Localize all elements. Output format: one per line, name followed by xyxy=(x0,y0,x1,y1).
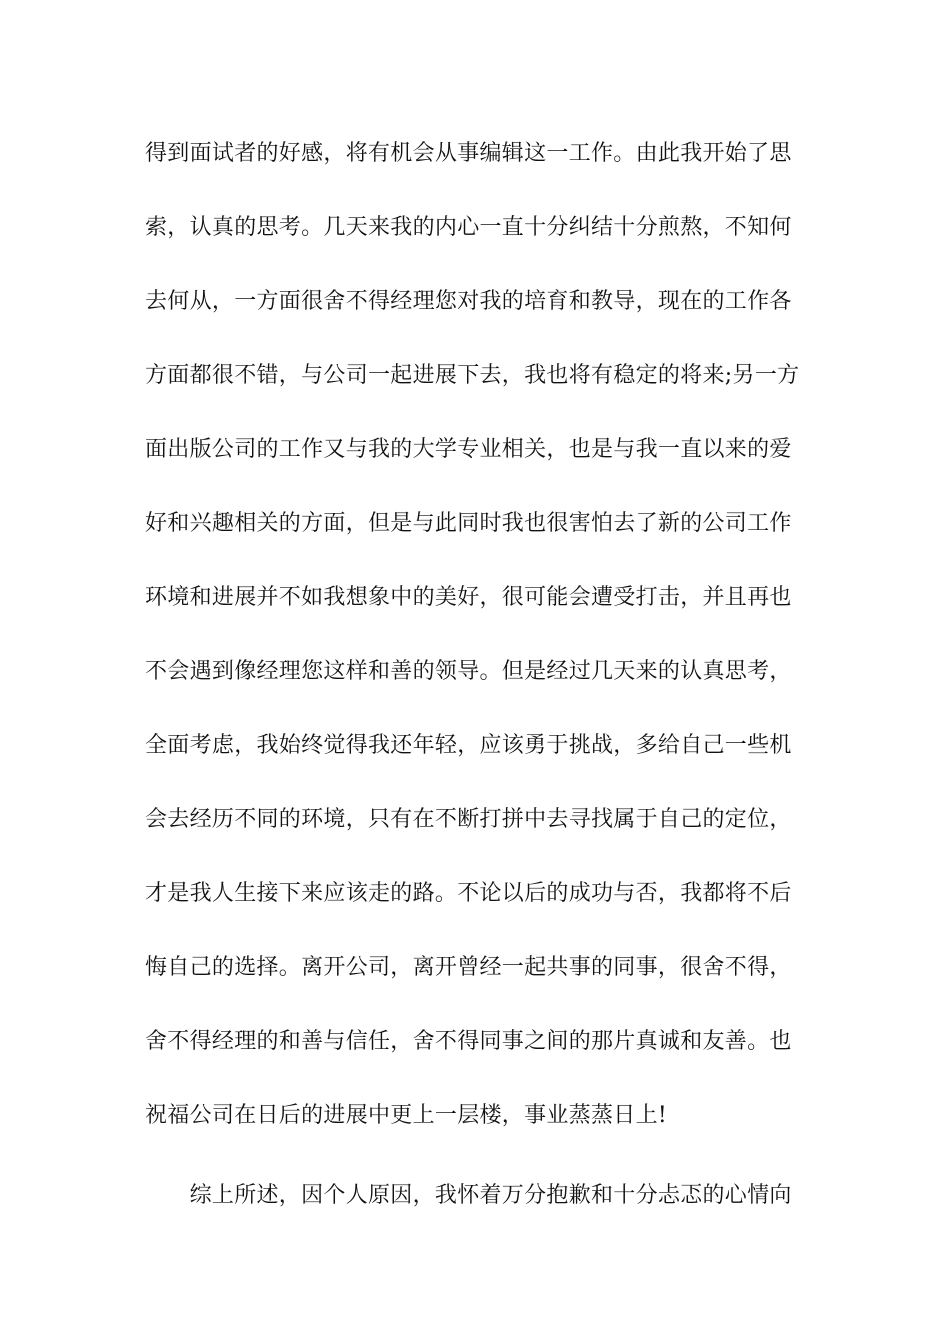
final-paragraph-line: 综上所述，因个人原因，我怀着万分抱歉和十分忐忑的心情向 xyxy=(145,1183,792,1208)
paragraph-line: 方面都很不错，与公司一起进展下去，我也将有稳定的将来;另一方 xyxy=(145,363,800,388)
paragraph-line: 才是我人生接下来应该走的路。不论以后的成功与否，我都将不后 xyxy=(145,881,792,906)
document-body xyxy=(145,124,810,1240)
paragraph-line: 得到面试者的好感，将有机会从事编辑这一工作。由此我开始了思 xyxy=(145,141,792,166)
paragraph-line: 悔自己的选择。离开公司，离开曾经一起共事的同事，很舍不得， xyxy=(145,955,792,980)
paragraph-line: 好和兴趣相关的方面，但是与此同时我也很害怕去了新的公司工作 xyxy=(145,511,792,536)
paragraph-line: 全面考虑，我始终觉得我还年轻，应该勇于挑战，多给自己一些机 xyxy=(145,733,792,758)
paragraph-line: 舍不得经理的和善与信任，舍不得同事之间的那片真诚和友善。也 xyxy=(145,1029,792,1054)
paragraph-line: 去何从，一方面很舍不得经理您对我的培育和教导，现在的工作各 xyxy=(145,289,792,314)
paragraph-line: 祝福公司在日后的进展中更上一层楼，事业蒸蒸日上! xyxy=(145,1103,668,1128)
paragraph-line: 面出版公司的工作又与我的大学专业相关，也是与我一直以来的爱 xyxy=(145,437,792,462)
paragraph-line: 不会遇到像经理您这样和善的领导。但是经过几天来的认真思考， xyxy=(145,659,792,684)
paragraph-line: 会去经历不同的环境，只有在不断打拼中去寻找属于自己的定位， xyxy=(145,807,792,832)
paragraph-line: 环境和进展并不如我想象中的美好，很可能会遭受打击，并且再也 xyxy=(145,585,792,610)
paragraph-line: 索，认真的思考。几天来我的内心一直十分纠结十分煎熬，不知何 xyxy=(145,215,792,240)
